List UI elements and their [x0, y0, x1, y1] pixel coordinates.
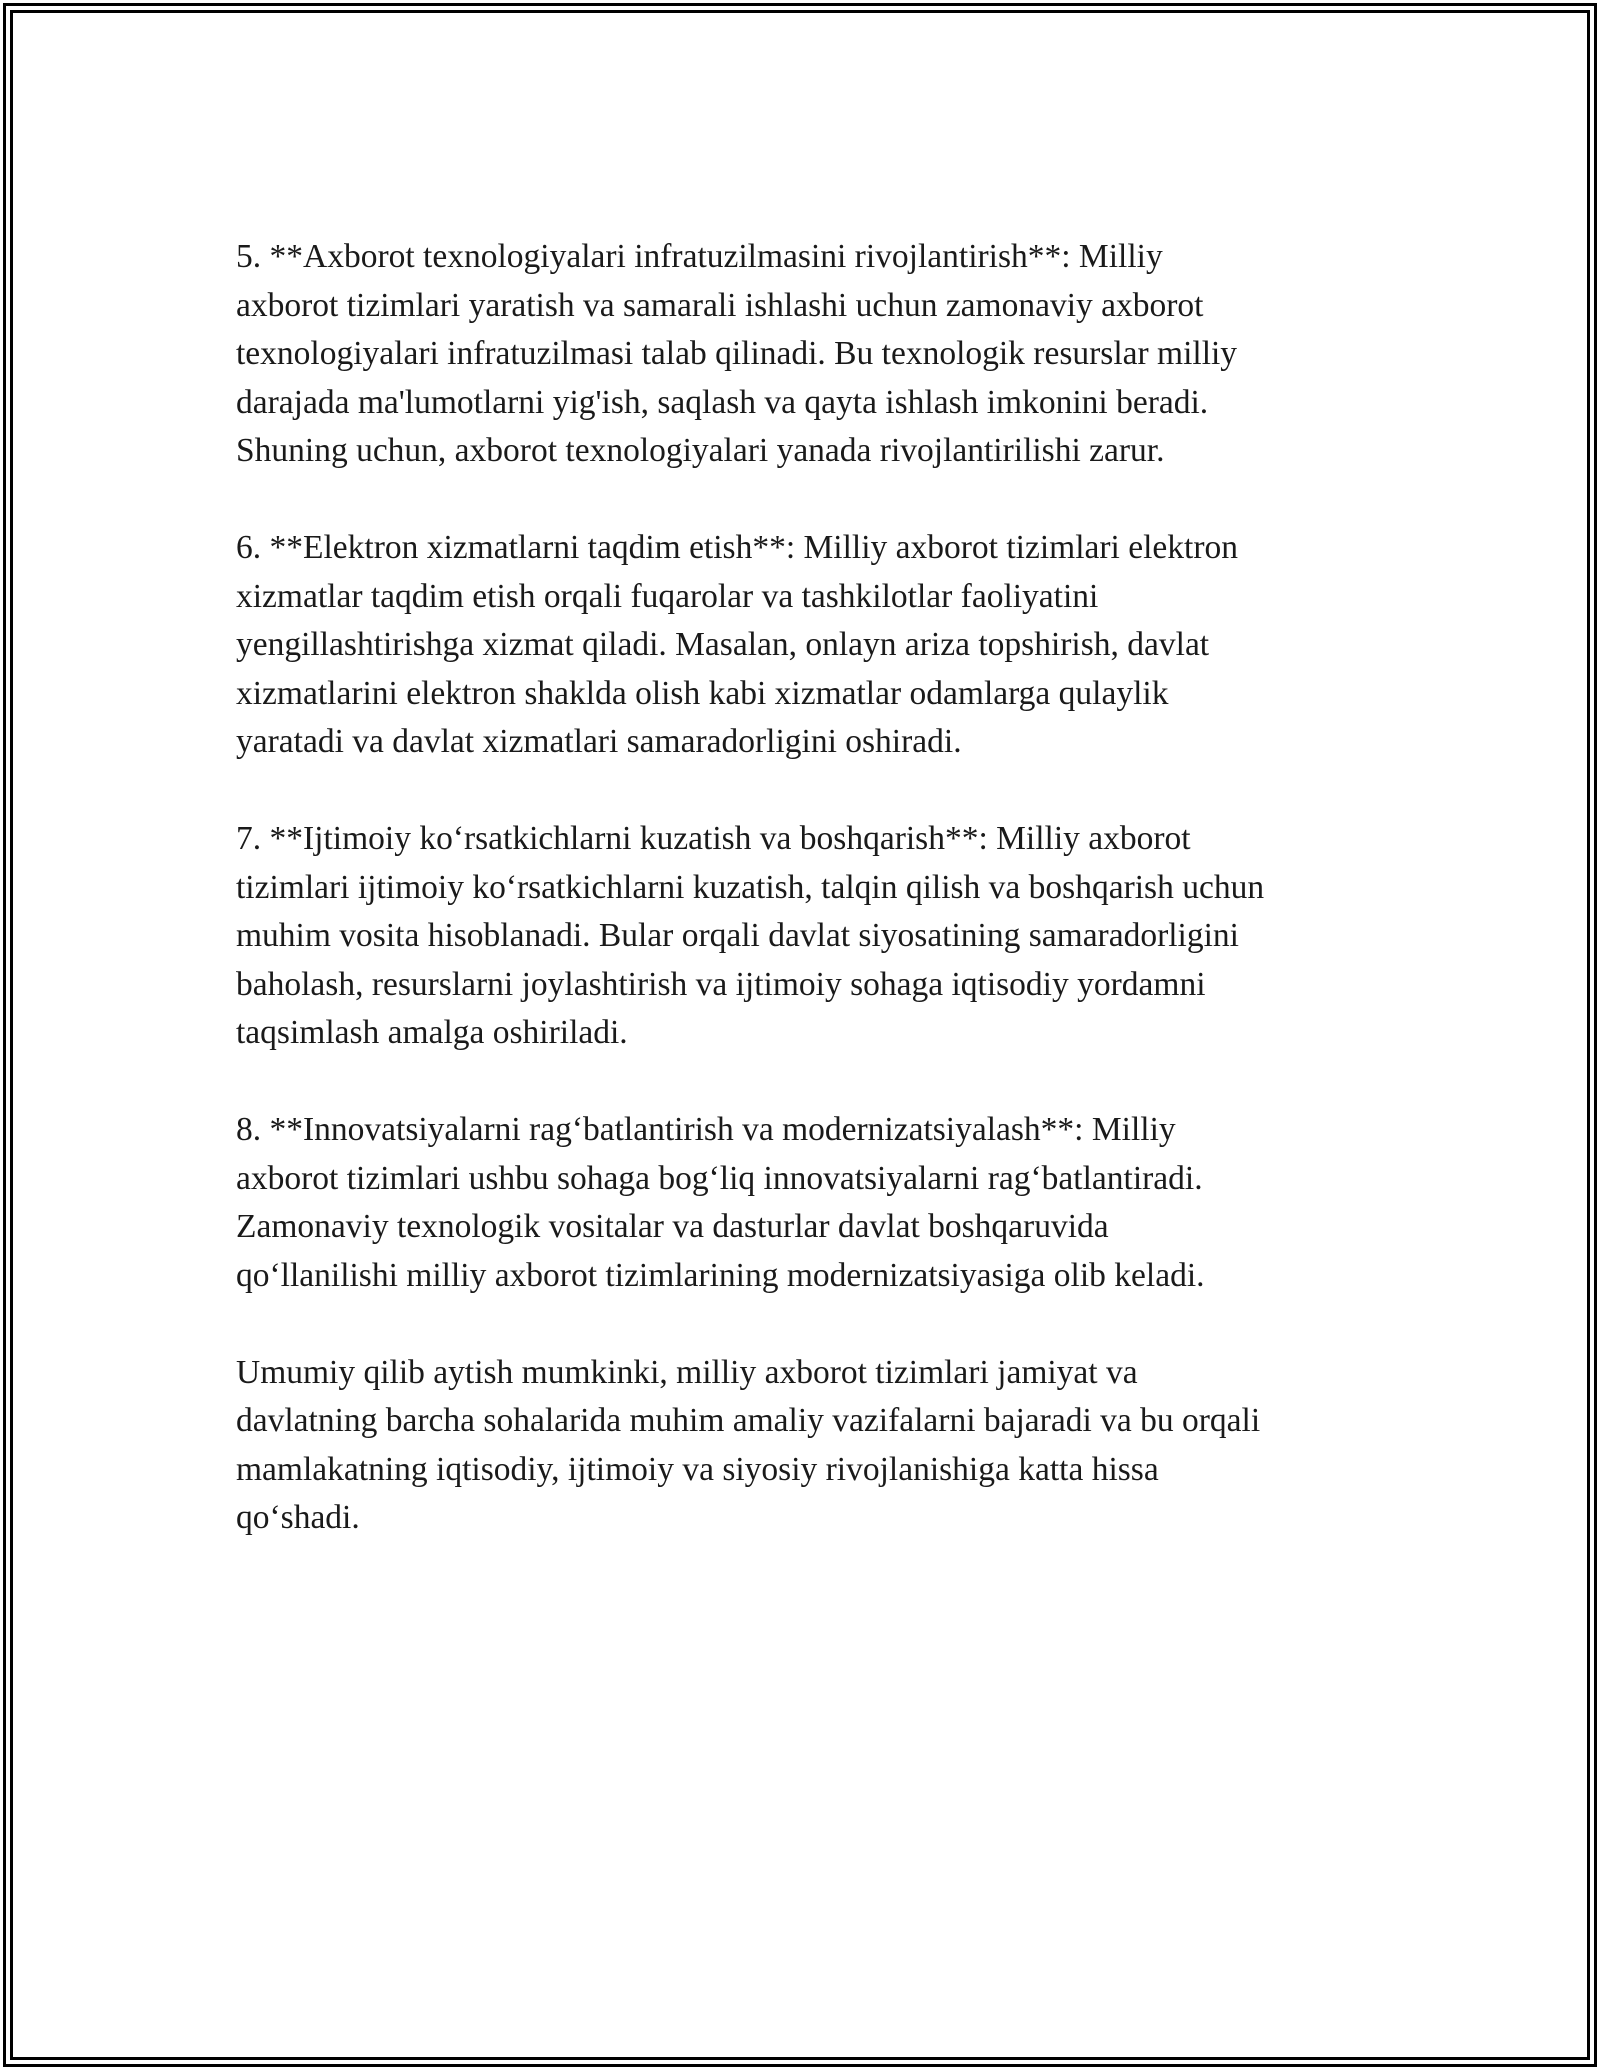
text-line: baholash, resurslarni joylashtirish va ijtimoiy sohaga iqtisodiy yordamni — [236, 965, 1206, 1003]
text-line: qo‘llanilishi milliy axborot tizimlarining modernizatsiyasiga olib keladi. — [236, 1256, 1205, 1294]
text-line: tizimlari ijtimoiy ko‘rsatkichlarni kuzatish, talqin qilish va boshqarish uchun — [236, 868, 1265, 906]
text-line: mamlakatning iqtisodiy, ijtimoiy va siyosiy rivojlanishiga katta hissa — [236, 1450, 1159, 1488]
paragraph-7-social-indicators — [236, 815, 1386, 1058]
text-line: axborot tizimlari ushbu sohaga bog‘liq innovatsiyalarni rag‘batlantiradi. — [236, 1159, 1203, 1197]
text-line: taqsimlash amalga oshiriladi. — [236, 1014, 628, 1051]
text-line: Umumiy qilib aytish mumkinki, milliy axborot tizimlari jamiyat va — [236, 1353, 1138, 1391]
text-line: Zamonaviy texnologik vositalar va dasturlar davlat boshqaruvida — [236, 1208, 1109, 1245]
text-line: xizmatlarini elektron shaklda olish kabi xizmatlar odamlarga qulaylik — [236, 674, 1169, 712]
text-line: yengillashtirishga xizmat qiladi. Masalan, onlayn ariza topshirish, davlat — [236, 626, 1210, 663]
paragraph-6-electronic-services — [236, 524, 1386, 767]
text-line: texnologiyalari infratuzilmasi talab qilinadi. Bu texnologik resurslar milliy — [236, 335, 1238, 372]
text-line: 8. **Innovatsiyalarni rag‘batlantirish va modernizatsiyalash**: Milliy — [236, 1111, 1176, 1148]
paragraph-8-innovation — [236, 1106, 1386, 1300]
text-line: 6. **Elektron xizmatlarni taqdim etish**: Milliy axborot tizimlari elektron — [236, 529, 1238, 566]
paragraph-5-it-infrastructure — [236, 233, 1386, 476]
text-line: axborot tizimlari yaratish va samarali ishlashi uchun zamonaviy axborot — [236, 286, 1204, 324]
text-line: xizmatlar taqdim etish orqali fuqarolar va tashkilotlar faoliyatini — [236, 577, 1099, 615]
text-line: Shuning uchun, axborot texnologiyalari yanada rivojlantirilishi zarur. — [236, 432, 1165, 469]
text-line: davlatning barcha sohalarida muhim amaliy vazifalarni bajaradi va bu orqali — [236, 1402, 1261, 1439]
paragraph-conclusion — [236, 1349, 1386, 1543]
text-line: 7. **Ijtimoiy ko‘rsatkichlarni kuzatish va boshqarish**: Milliy axborot — [236, 820, 1191, 857]
text-line: 5. **Axborot texnologiyalari infratuzilmasini rivojlantirish**: Milliy — [236, 238, 1163, 275]
text-line: muhim vosita hisoblanadi. Bular orqali davlat siyosatining samaradorligini — [236, 917, 1239, 954]
text-line: darajada ma'lumotlarni yig'ish, saqlash va qayta ishlash imkonini beradi. — [236, 383, 1209, 421]
text-line: qo‘shadi. — [236, 1499, 360, 1536]
document-body — [236, 233, 1386, 1591]
text-line: yaratadi va davlat xizmatlari samaradorligini oshiradi. — [236, 723, 962, 760]
